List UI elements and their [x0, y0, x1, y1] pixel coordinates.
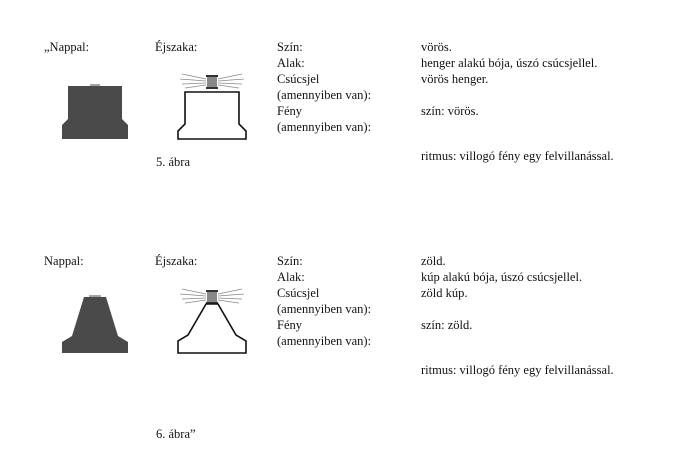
- lantern-icon: [207, 290, 217, 304]
- day-label: Nappal:: [44, 254, 84, 268]
- night-buoy-cone: [170, 283, 254, 357]
- color-value: zöld.: [421, 254, 446, 268]
- rhythm-value: ritmus: villogó fény egy felvillanással.: [421, 363, 614, 377]
- shape-value: henger alakú bója, úszó csúcsjellel.: [421, 56, 598, 70]
- night-buoy-cylinder: [170, 68, 254, 142]
- rhythm-value: ritmus: villogó fény egy felvillanással.: [421, 149, 614, 163]
- figure-caption: 5. ábra: [156, 155, 191, 169]
- topmark-label: Csúcsjel: [277, 72, 320, 86]
- shape-value: kúp alakú bója, úszó csúcsjellel.: [421, 270, 583, 284]
- light-value: szín: vörös.: [421, 104, 479, 118]
- topmark-condition: (amennyiben van):: [277, 88, 372, 102]
- topmark-value: zöld kúp.: [421, 286, 468, 300]
- topmark-value: vörös henger.: [421, 72, 489, 86]
- night-label: Éjszaka:: [155, 40, 198, 54]
- light-condition: (amennyiben van):: [277, 334, 372, 348]
- shape-label: Alak:: [277, 270, 305, 284]
- day-label: „Nappal:: [44, 40, 90, 54]
- light-value: szín: zöld.: [421, 318, 473, 332]
- lantern-icon: [207, 75, 217, 89]
- day-buoy-cone: [56, 294, 136, 356]
- light-label: Fény: [277, 104, 302, 118]
- light-condition: (amennyiben van):: [277, 120, 372, 134]
- topmark-condition: (amennyiben van):: [277, 302, 372, 316]
- day-buoy-cylinder: [56, 80, 136, 140]
- light-label: Fény: [277, 318, 302, 332]
- shape-label: Alak:: [277, 56, 305, 70]
- topmark-label: Csúcsjel: [277, 286, 320, 300]
- night-label: Éjszaka:: [155, 254, 198, 268]
- color-label: Szín:: [277, 254, 303, 268]
- color-label: Szín:: [277, 40, 303, 54]
- figure-caption: 6. ábra”: [156, 427, 196, 441]
- color-value: vörös.: [421, 40, 452, 54]
